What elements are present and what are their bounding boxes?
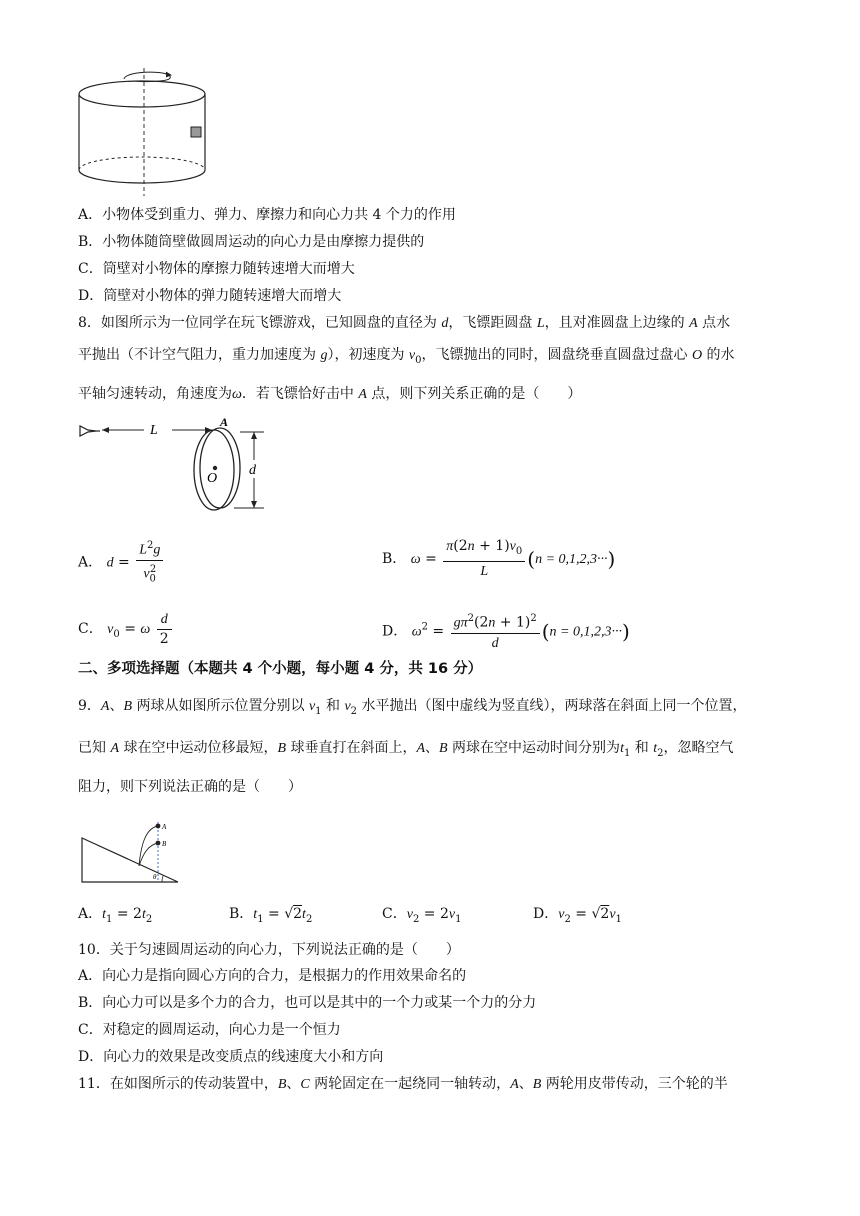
q8-option-a: A． d = $\frac{L^2g}{v_0^2}$ — [78, 537, 165, 588]
q9-option-d: D．$v_2 = √2v_1$ — [533, 906, 622, 925]
figure-label-O: O — [207, 471, 218, 486]
q7-option-a: A．小物体受到重力、弹力、摩擦力和向心力共 4 个力的作用 — [78, 207, 456, 223]
figure-label-A: A — [162, 823, 167, 831]
q8-stem-line-1: 8．如图所示为一位同学在玩飞镖游戏，已知圆盘的直径为 d，飞镖距圆盘 L，且对准圆盘上边缘的 A 点水 — [78, 315, 731, 331]
q10-stem: 10．关于匀速圆周运动的向心力，下列说法正确的是（ ） — [78, 942, 460, 958]
q9-option-a: A．$t_1 = 2t_2$ — [78, 906, 153, 925]
q9-stem-line-2: 已知 A 球在空中运动位移最短，B 球垂直打在斜面上，A、B 两球在空中运动时间分别为$t_1$ 和 $t_2$，忽略空气 — [78, 740, 734, 759]
q8-option-b: B． ω = $\frac{\pi(2n + 1)v_0}{L}$ (n = 0,1,2,3···) — [382, 538, 616, 579]
q11-stem-line-1: 11．在如图所示的传动装置中，B、C 两轮固定在一起绕同一轴转动，A、B 两轮用皮带传动，三个轮的半 — [78, 1076, 728, 1092]
section-heading-multiple-choice: 二、多项选择题（本题共 4 个小题，每小题 4 分，共 16 分） — [78, 661, 483, 677]
q9-stem-line-1: 9．A、B 两球从如图所示位置分别以 $v_1$ 和 $v_2$ 水平抛出（图中虚线为竖直线），两球落在斜面上同一个位置， — [78, 698, 747, 717]
q9-stem-line-3: 阻力，则下列说法正确的是（ ） — [78, 779, 302, 795]
q7-option-b: B．小物体随筒壁做圆周运动的向心力是由摩擦力提供的 — [78, 234, 425, 250]
q8-option-c: C． $v_0 = \omega$ $\frac{d}{2}$ — [78, 610, 174, 648]
q8-stem-line-2: 平抛出（不计空气阻力，重力加速度为 g），初速度为 $v_0$，飞镖抛出的同时，圆盘绕垂直圆盘过盘心 O 的水 — [78, 347, 735, 366]
figure-label-L: L — [150, 423, 158, 438]
q8-option-d: D． $\omega^2$ = $\frac{g\pi^2(2n + 1)^2}{d}$ (n = 0,1,2,3···) — [382, 610, 630, 653]
q10-option-c: C．对稳定的圆周运动，向心力是一个恒力 — [78, 1022, 341, 1038]
q10-option-a: A．向心力是指向圆心方向的合力，是根据力的作用效果命名的 — [78, 968, 467, 984]
figure-label-B: B — [162, 840, 167, 848]
q10-option-b: B．向心力可以是多个力的合力，也可以是其中的一个力或某一个力的分力 — [78, 995, 537, 1011]
q10-option-d: D．向心力的效果是改变质点的线速度大小和方向 — [78, 1049, 384, 1065]
cylinder-figure — [74, 66, 214, 200]
q7-option-c: C．筒壁对小物体的摩擦力随转速增大而增大 — [78, 261, 355, 277]
incline-figure — [78, 812, 188, 888]
figure-label-A: A — [220, 415, 229, 429]
q7-option-d: D．筒壁对小物体的弹力随转速增大而增大 — [78, 288, 342, 304]
figure-label-d: d — [249, 463, 256, 478]
q9-option-b: B．$t_1 = √2t_2$ — [229, 906, 313, 925]
q8-stem-line-3: 平轴匀速转动，角速度为ω．若飞镖恰好击中 A 点，则下列关系正确的是（ ） — [78, 386, 582, 402]
q9-option-c: C．$v_2 = 2v_1$ — [382, 906, 462, 925]
dart-disk-figure — [74, 414, 274, 516]
figure-label-theta: θ — [153, 873, 157, 881]
